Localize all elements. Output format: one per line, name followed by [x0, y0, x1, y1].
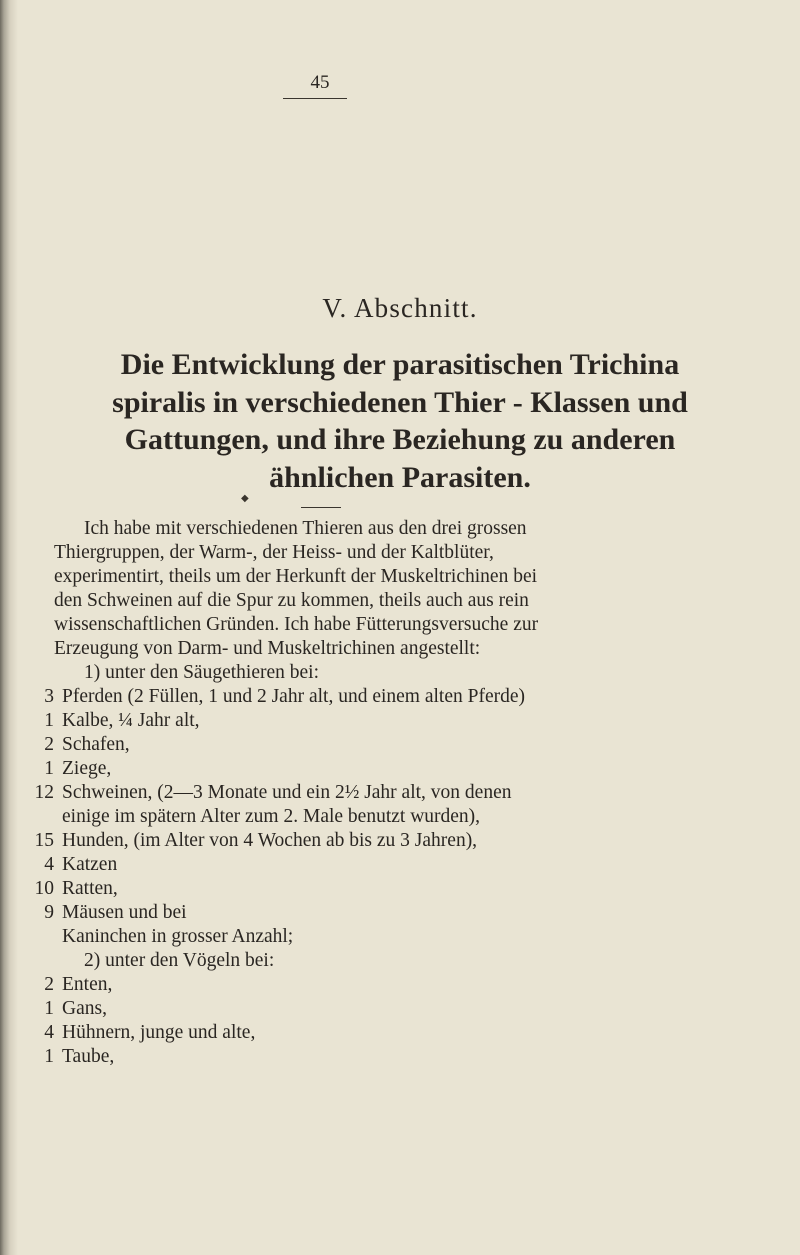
- list-item: [32, 733, 130, 757]
- item-text: Ratten,: [62, 878, 118, 899]
- item-count: 9: [44, 902, 54, 923]
- title-line: Die Entwicklung der parasitischen Trichina: [120, 348, 680, 381]
- item-count: 1: [44, 758, 54, 779]
- intro-line: Ich habe mit verschiedenen Thieren aus den drei grossen: [84, 518, 527, 539]
- item-count: 10: [34, 878, 54, 899]
- item-text: Hunden, (im Alter von 4 Wochen ab bis zu 3 Jahren),: [62, 830, 478, 851]
- chapter-title: [0, 346, 800, 496]
- ornament-mark: ◆: [241, 493, 249, 504]
- item-text: Schafen,: [62, 734, 130, 755]
- item-count: 4: [44, 854, 54, 875]
- section-label: V. Abschnitt.: [322, 293, 478, 323]
- list-item: [32, 997, 107, 1021]
- item-count: 1: [44, 998, 54, 1019]
- item-count: 1: [44, 1046, 54, 1067]
- item-text: Pferden (2 Füllen, 1 und 2 Jahr alt, und einem alten Pferde): [62, 686, 526, 707]
- item-text: Hühnern, junge und alte,: [62, 1022, 256, 1043]
- item-count: 12: [34, 782, 54, 803]
- list-item: [32, 853, 117, 877]
- page-number: 45: [310, 72, 330, 93]
- item-text: Ziege,: [62, 758, 112, 779]
- title-line: ähnlichen Parasiten.: [269, 460, 531, 494]
- title-line: Gattungen, und ihre Beziehung zu anderen: [124, 423, 676, 456]
- item-count: 15: [34, 830, 54, 851]
- item-count: 2: [44, 974, 54, 995]
- list-item: [32, 757, 111, 781]
- list-item: [32, 973, 112, 997]
- list-item: [32, 781, 511, 805]
- item-text: Schweinen, (2—3 Monate und ein 2½ Jahr alt, von denen: [62, 782, 512, 803]
- item-count: 3: [44, 686, 54, 707]
- item-text: einige im spätern Alter zum 2. Male benutzt wurden),: [62, 806, 481, 827]
- item-text: Kaninchen in grosser Anzahl;: [62, 926, 294, 947]
- item-text: Gans,: [62, 998, 107, 1019]
- title-separator-rule: [301, 507, 341, 508]
- item-count: 1: [44, 710, 54, 731]
- intro-line: wissenschaftlichen Gründen. Ich habe Fütterungsversuche zur: [54, 614, 539, 635]
- item-text: Taube,: [62, 1046, 115, 1067]
- item-text: Katzen: [62, 854, 118, 875]
- item-count: 2: [44, 734, 54, 755]
- list-item: [32, 829, 477, 853]
- intro-line: experimentirt, theils um der Herkunft der Muskeltrichinen bei: [54, 566, 538, 587]
- page-number-rule: [283, 98, 347, 99]
- intro-line: Thiergruppen, der Warm-, der Heiss- und der Kaltblüter,: [54, 542, 494, 563]
- birds-heading: 2) unter den Vögeln bei:: [84, 950, 275, 971]
- item-text: Kalbe, ¼ Jahr alt,: [62, 710, 200, 731]
- item-text: Mäusen und bei: [62, 902, 187, 923]
- intro-line: Erzeugung von Darm- und Muskeltrichinen angestellt:: [54, 638, 481, 659]
- list-item: [32, 901, 187, 925]
- list-item: [32, 685, 525, 709]
- list-item: [32, 925, 293, 949]
- mammals-heading: 1) unter den Säugethieren bei:: [84, 662, 319, 683]
- intro-line: den Schweinen auf die Spur zu kommen, theils auch aus rein: [54, 590, 529, 611]
- list-item: [32, 805, 480, 829]
- title-line: spiralis in verschiedenen Thier - Klassen und: [112, 385, 688, 419]
- list-item: [32, 877, 118, 901]
- item-count: 4: [44, 1022, 54, 1043]
- binding-edge: [0, 0, 18, 1255]
- list-item: [32, 709, 200, 733]
- list-item: [32, 1045, 114, 1069]
- list-item: [32, 1021, 255, 1045]
- item-text: Enten,: [62, 974, 113, 995]
